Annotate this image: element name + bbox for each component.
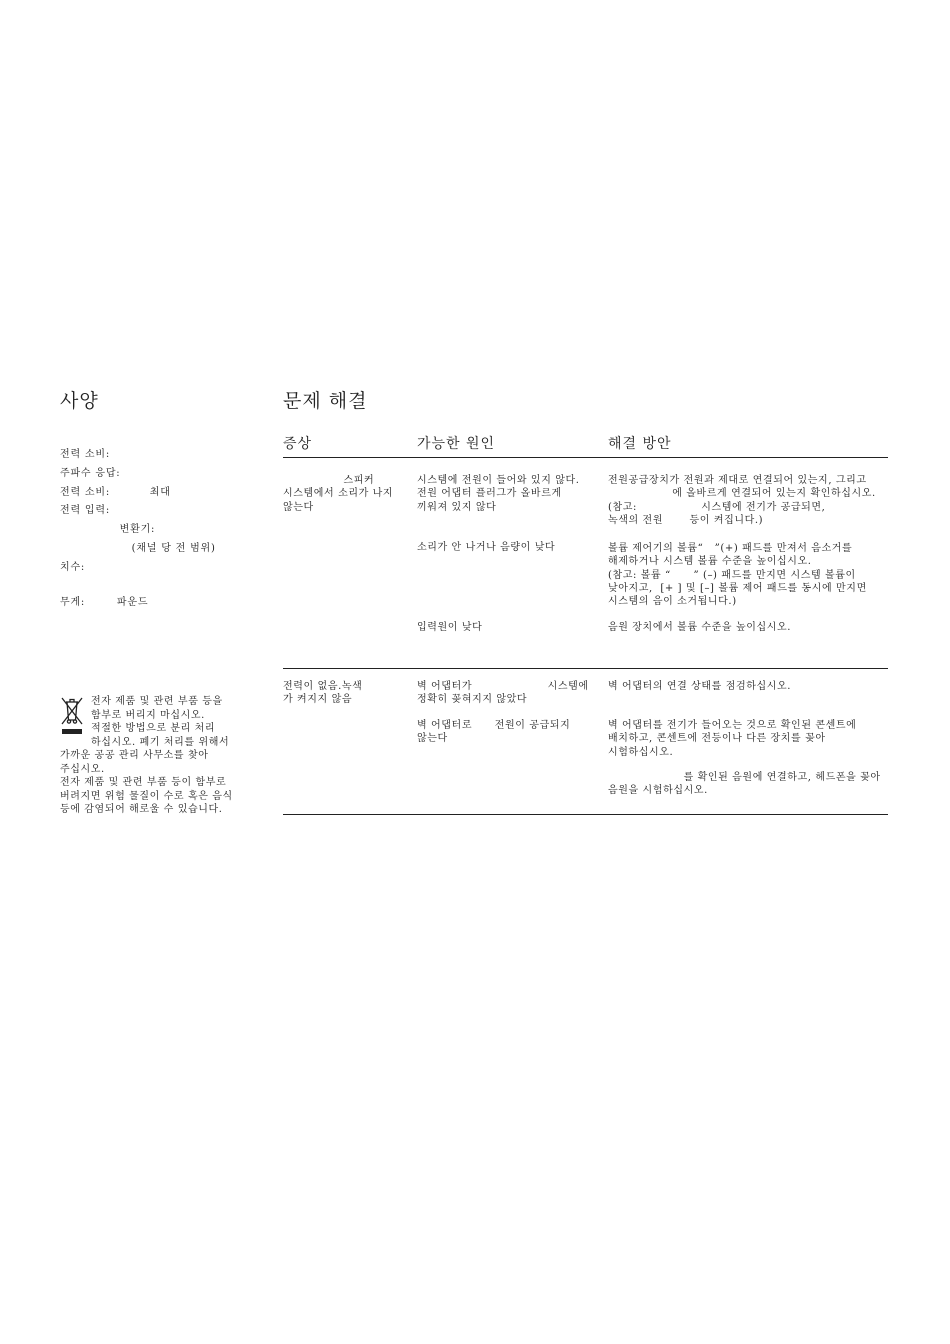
weee-line: 적절한 방법으로 분리 처리 (91, 723, 216, 734)
weee-line: 버려지면 위험 물질이 수로 혹은 음식 (60, 790, 233, 802)
weee-line: 함부로 버리지 마십시오. (91, 709, 205, 721)
spec-line: 전력 소비: 최대 (60, 486, 171, 498)
cause-cell: 벽 어댑터가 시스템에 정확히 꽂혀지지 않았다 (417, 681, 589, 706)
cause-cell: 시스템에 전원이 들어와 있지 않다. 전원 어댑터 플러그가 올바르게 끼워져 있지 않다 (417, 475, 580, 513)
cause-cell: 소리가 안 나거나 음량이 낮다 (417, 542, 556, 553)
solution-cell: 벽 어댑터를 전기가 들어오는 것으로 확인된 콘센트에 배치하고, 콘센트에 전등이나 다른 장치를 꽂아 시험하십시오. (608, 720, 857, 758)
spec-line: 전력 소비: (60, 449, 110, 460)
spec-line: (채널 당 전 범위) (60, 542, 216, 554)
header-cause: 가능한 원인 (417, 436, 496, 452)
solution-cell: 벽 어댑터의 연결 상태를 점검하십시오. (608, 681, 792, 692)
weee-line: 가까운 공공 관리 사무소를 찾아 (60, 750, 209, 761)
header-symptom: 증상 (283, 436, 313, 452)
weee-line: 등에 감염되어 해로울 수 있습니다. (60, 804, 223, 815)
troubleshooting-title: 문제 해결 (283, 390, 368, 412)
spec-line (60, 578, 216, 594)
group-rule (283, 668, 888, 669)
weee-line: 전자 제품 및 관련 부품 등을 (91, 696, 223, 707)
cause-cell: 입력원이 낮다 (417, 622, 483, 633)
solution-cell: 전원공급장치가 전원과 제대로 연결되어 있는지, 그리고 에 올바르게 연결되어 있는지 확인하십시오. (참고: 시스템에 전기가 공급되면, 녹색의 전원 등이 켜집니다.) (608, 475, 876, 526)
table-bottom-rule (283, 814, 888, 815)
solution-cell: 볼륨 제어기의 볼륨“ ”(+) 패드를 만져서 음소거를 해제하거나 시스템 볼륨 수준을 높이십시오. (참고: 볼륨 “ ” (–) 패드를 만지면 시스템 볼륨이 낮아지고, [+ ] 및 [–] 볼륨 제어 패드를 동시에 만지면 시스템의 음이 소거됩니다.) (608, 543, 867, 608)
weee-line: 전자 제품 및 관련 부품 등이 함부로 (60, 777, 227, 788)
weee-notice (60, 695, 252, 817)
header-rule (283, 457, 888, 458)
solution-cell: 를 확인된 음원에 연결하고, 헤드폰을 꽂아 음원을 시험하십시오. (608, 772, 881, 797)
header-solution: 해결 방안 (608, 436, 672, 452)
spec-list (60, 446, 216, 612)
crossed-bin-icon (60, 696, 84, 736)
spec-title: 사양 (60, 390, 99, 412)
solution-cell: 음원 장치에서 볼륨 수준을 높이십시오. (608, 622, 792, 633)
spec-line: 무게: 파운드 (60, 596, 149, 608)
weee-line: 하십시오. 폐기 처리를 위해서 (91, 736, 230, 748)
spec-line: 변환기: (60, 524, 156, 536)
spec-line: 전력 입력: (60, 505, 110, 517)
weee-line: 주십시오. (60, 763, 105, 775)
symptom-cell: 전력이 없음.녹색 가 켜지지 않음 (283, 681, 363, 706)
spec-line: 치수: (60, 561, 86, 573)
cause-cell: 벽 어댑터로 전원이 공급되지 않는다 (417, 720, 571, 745)
symptom-cell: 스피커 시스템에서 소리가 나지 않는다 (283, 475, 394, 513)
spec-line: 주파수 응답: (60, 467, 121, 479)
